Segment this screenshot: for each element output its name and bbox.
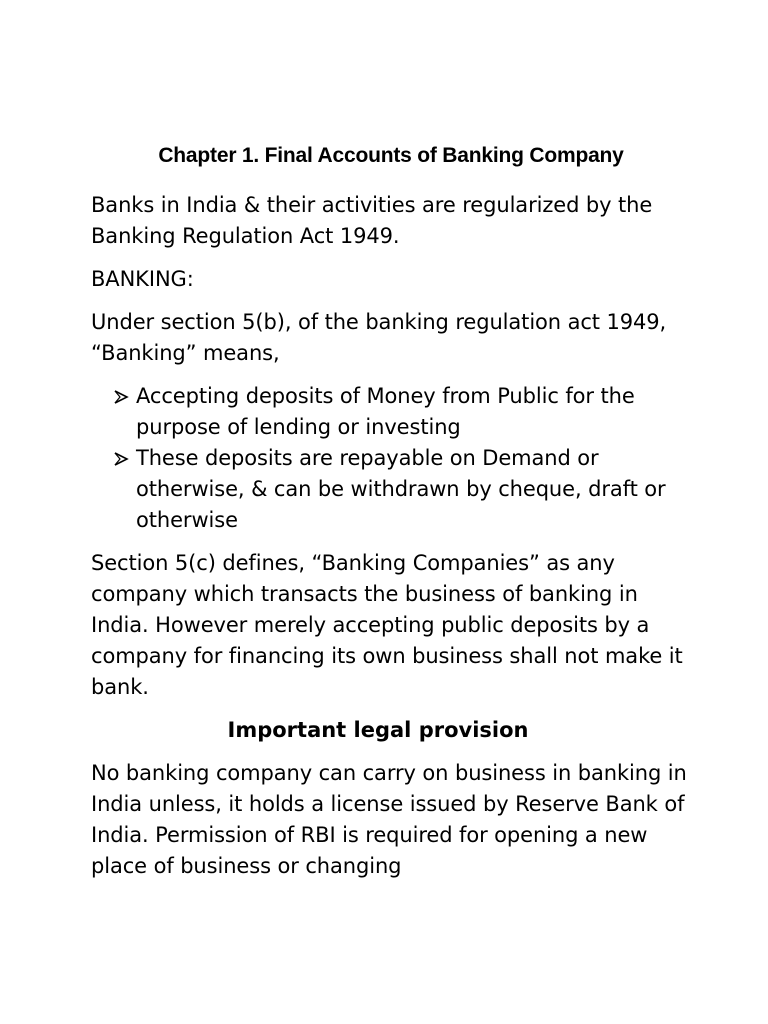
- section-5c-paragraph: Section 5(c) defines, “Banking Companies” as any company which transacts the business of banking in India. However merely accepting public deposits by a company for financing its own business shall not make it bank.: [91, 551, 683, 699]
- legal-provision-paragraph: No banking company can carry on business in banking in India unless, it holds a license issued by Reserve Bank of India. Permission of RBI is required for opening a new place of business or changing: [91, 761, 687, 878]
- chapter-title: Chapter 1. Final Accounts of Banking Company: [158, 144, 624, 167]
- list-item: [91, 443, 691, 536]
- legal-provision-heading: Important legal provision: [227, 718, 529, 742]
- section-5b-paragraph: Under section 5(b), of the banking regulation act 1949, “Banking” means,: [91, 310, 667, 365]
- document-page: [91, 140, 691, 894]
- banking-label: BANKING:: [91, 267, 194, 291]
- bullet-text: These deposits are repayable on Demand or otherwise, & can be withdrawn by cheque, draft or otherwise: [136, 446, 666, 532]
- banking-definition-list: [91, 381, 691, 536]
- bullet-text: Accepting deposits of Money from Public for the purpose of lending or investing: [136, 384, 635, 439]
- intro-paragraph: Banks in India & their activities are regularized by the Banking Regulation Act 1949.: [91, 193, 653, 248]
- arrowhead-bullet-icon: [113, 389, 129, 405]
- list-item: [91, 381, 691, 443]
- arrowhead-bullet-icon: [113, 451, 129, 467]
